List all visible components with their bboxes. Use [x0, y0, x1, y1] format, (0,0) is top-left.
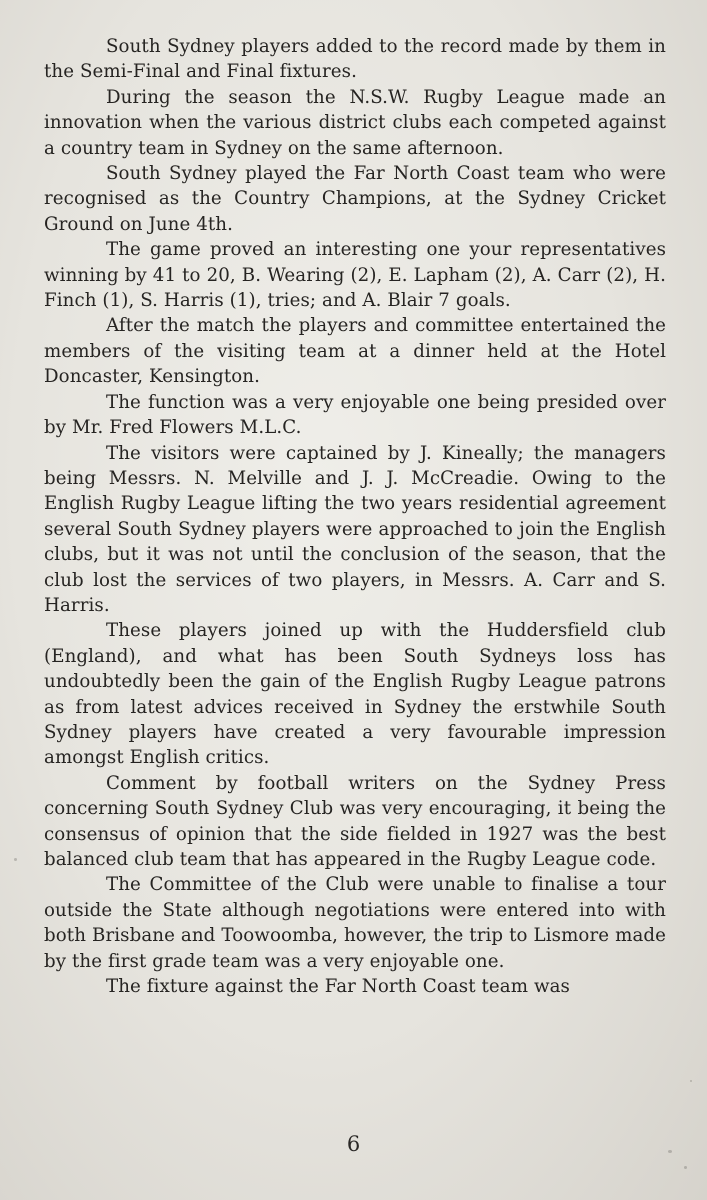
- paper-speck: [14, 858, 17, 861]
- paragraph-dinner: After the match the players and committee entertained the members of the visiting team at a dinner held at the Hotel Doncaster, Kensington.: [44, 315, 666, 388]
- paragraph-record: South Sydney players added to the record made by them in the Semi-Final and Final fixtures.: [44, 36, 666, 83]
- paragraph-huddersfield: These players joined up with the Huddersfield club (England), and what has been South Sydneys loss has undoubtedly been the gain of the English Rugby League patrons as from latest advices received in Sydney the erstwhile South Sydney players have created a very favourable impression amongst English critics.: [44, 620, 666, 769]
- paper-speck: [668, 1150, 672, 1153]
- paragraph-press-comment: Comment by football writers on the Sydney Press concerning South Sydney Club was very encouraging, it being the consensus of opinion that the side fielded in 1927 was the best balanced club team that has appeared in the Rugby League code.: [44, 772, 666, 870]
- paper-speck: [690, 1080, 692, 1082]
- paper-speck: [684, 1166, 687, 1169]
- paragraph-function: The function was a very enjoyable one being presided over by Mr. Fred Flowers M.L.C.: [44, 391, 666, 439]
- paragraph-innovation: During the season the N.S.W. Rugby League made an innovation when the various district clubs each competed against a country team in Sydney on the same afternoon.: [44, 86, 666, 159]
- paragraph-game-result: The game proved an interesting one your representatives winning by 41 to 20, B. Wearing (2), E. Lapham (2), A. Carr (2), H. Finch (1), S. Harris (1), tries; and A. Blair 7 goals.: [44, 239, 666, 312]
- paragraph-fixture: The fixture against the Far North Coast team was: [106, 976, 570, 998]
- paragraph-visitors: The visitors were captained by J. Kineally; the managers being Messrs. N. Melville and J. J. McCreadie. Owing to the English Rugby League lifting the two years residential agreement several South Sydney players were approached to join the English clubs, but it was not until the conclusion of the season, that the club lost the services of two players, in Messrs. A. Carr and S. Harris.: [44, 442, 666, 616]
- body-text: [44, 34, 666, 999]
- paper-speck: [640, 100, 642, 102]
- page-number: 6: [346, 1132, 361, 1156]
- paragraph-far-north-coast: South Sydney played the Far North Coast team who were recognised as the Country Champions, at the Sydney Cricket Ground on June 4th.: [44, 163, 666, 235]
- paragraph-tour: The Committee of the Club were unable to finalise a tour outside the State although negotiations were entered into with both Brisbane and Toowoomba, however, the trip to Lismore made by the first grade team was a very enjoyable one.: [44, 874, 666, 972]
